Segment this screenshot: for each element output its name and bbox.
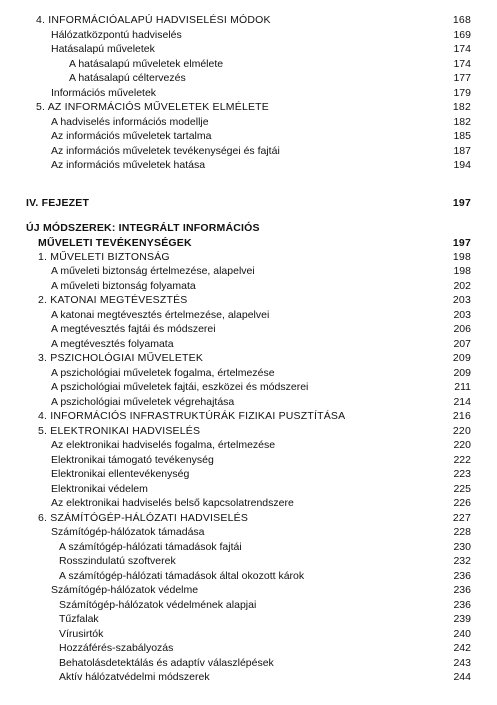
toc-entry-title: 4. INFORMÁCIÓALAPÚ HADVISELÉSI MÓDOK [36,14,271,26]
toc-entry [0,554,497,568]
toc-entry-page: 244 [453,671,471,683]
toc-entry-page: 236 [453,584,471,596]
toc-entry [0,322,497,336]
toc-entry [0,641,497,655]
toc-entry-title: A pszichológiai műveletek fogalma, értelmezése [51,367,275,379]
toc-entry-page: 226 [453,497,471,509]
toc-entry [0,337,497,351]
toc-entry [0,351,497,365]
toc-entry-title: Behatolásdetektálás és adaptív válaszlépések [59,657,274,669]
toc-entry-page: 232 [453,555,471,567]
toc-entry-title: A pszichológiai műveletek végrehajtása [51,396,235,408]
toc-entry [0,511,497,525]
chapter-title [0,221,497,235]
toc-entry [0,627,497,641]
toc-entry [0,28,497,42]
toc-entry [0,424,497,438]
toc-entry [0,453,497,467]
toc-entry-title: A pszichológiai műveletek fajtái, eszközei és módszerei [51,381,309,393]
toc-entry [0,438,497,452]
toc-entry-page: 236 [453,599,471,611]
toc-entry [0,467,497,481]
toc-entry-page: 182 [453,116,471,128]
toc-entry-title: Az információs műveletek hatása [51,159,206,171]
toc-entry-title: Az elektronikai hadviselés fogalma, értelmezése [51,439,276,451]
toc-entry-page: 239 [453,613,471,625]
toc-entry-title: A számítógép-hálózati támadások által okozott károk [59,570,305,582]
chapter-title [0,236,497,250]
toc-entry-title: Elektronikai védelem [51,483,148,495]
toc-entry [0,612,497,626]
toc-entry [0,42,497,56]
toc-entry-title: A műveleti biztonság értelmezése, alapelvei [51,265,255,277]
toc-entry-title: 6. SZÁMÍTÓGÉP-HÁLÓZATI HADVISELÉS [38,512,249,524]
toc-entry [0,250,497,264]
toc-entry-page: 174 [453,43,471,55]
toc-entry [0,308,497,322]
toc-entry [0,366,497,380]
toc-entry-page: 211 [454,381,471,393]
toc-entry-title: IV. FEJEZET [26,197,90,209]
toc-entry [0,129,497,143]
toc-entry [0,115,497,129]
toc-entry-page: 243 [453,657,471,669]
toc-entry-page: 202 [453,280,471,292]
toc-entry-title: A hadviselés információs modellje [51,116,209,128]
toc-entry-title: Hatásalapú műveletek [51,43,155,55]
chapter-heading [0,196,497,210]
toc-entry-title: A katonai megtévesztés értelmezése, alapelvei [51,309,270,321]
toc-entry-page: 236 [453,570,471,582]
toc-entry-page: 242 [453,642,471,654]
toc-entry-title: 3. PSZICHOLÓGIAI MŰVELETEK [38,352,204,364]
toc-entry [0,482,497,496]
toc-entry-page: 220 [452,425,471,437]
toc-entry-page: 225 [453,483,471,495]
toc-entry [0,380,497,394]
toc-entry [0,656,497,670]
toc-entry-page: 194 [453,159,471,171]
toc-entry [0,100,497,114]
toc-entry-title: 2. KATONAI MEGTÉVESZTÉS [38,294,188,306]
toc-entry [0,525,497,539]
toc-entry-title: A hatásalapú céltervezés [69,72,186,84]
toc-entry-page: 182 [452,101,471,113]
toc-entry [0,158,497,172]
toc-entry-page: 240 [453,628,471,640]
toc-entry-title: 5. ELEKTRONIKAI HADVISELÉS [38,425,201,437]
toc-entry-page: 220 [453,439,471,451]
toc-entry-title: MŰVELETI TEVÉKENYSÉGEK [38,237,192,249]
toc-entry-title: Vírusirtók [59,628,104,640]
toc-entry-page: 203 [452,294,471,306]
toc-entry-page: 209 [452,352,471,364]
toc-entry-title: Aktív hálózatvédelmi módszerek [59,671,210,683]
toc-entry-title: Hozzáférés-szabályozás [59,642,174,654]
toc-entry [0,144,497,158]
toc-entry-page: 222 [453,454,471,466]
toc-entry [0,264,497,278]
toc-entry-title: Az információs műveletek tevékenységei és fajtái [51,145,280,157]
toc-entry [0,569,497,583]
toc-entry-title: A számítógép-hálózati támadások fajtái [59,541,242,553]
toc-entry-page: 214 [453,396,471,408]
toc-entry-page: 174 [453,58,471,70]
toc-entry-title: A műveleti biztonság folyamata [51,280,196,292]
toc-entry-page: 168 [452,14,471,26]
toc-entry [0,409,497,423]
toc-entry-page: 206 [453,323,471,335]
toc-entry [0,293,497,307]
toc-entry-title: Számítógép-hálózatok védelme [51,584,199,596]
toc-entry-page: 230 [453,541,471,553]
toc-entry-title: 1. MŰVELETI BIZTONSÁG [38,251,170,263]
toc-entry-page: 197 [452,237,471,249]
toc-entry-page: 177 [453,72,471,84]
toc-entry-title: Rosszindulatú szoftverek [59,555,176,567]
toc-entry-title: Elektronikai támogató tevékenység [51,454,214,466]
toc-entry-title: A megtévesztés fajtái és módszerei [51,323,216,335]
toc-entry-page: 198 [453,265,471,277]
toc-entry-page: 179 [453,87,471,99]
toc-entry [0,496,497,510]
toc-entry-title: Hálózatközpontú hadviselés [51,29,182,41]
toc-entry-page: 203 [453,309,471,321]
toc-entry-page: 209 [453,367,471,379]
toc-entry [0,598,497,612]
toc-entry-title: Tűzfalak [59,613,99,625]
toc-entry-title: Számítógép-hálózatok védelmének alapjai [59,599,257,611]
toc-entry [0,279,497,293]
toc-entry-page: 223 [453,468,471,480]
toc-entry-page: 228 [453,526,471,538]
toc-entry-page: 227 [452,512,471,524]
toc-entry-page: 198 [452,251,471,263]
toc-entry-page: 169 [453,29,471,41]
toc-entry-title: Számítógép-hálózatok támadása [51,526,205,538]
toc-entry-title: Az információs műveletek tartalma [51,130,212,142]
toc-entry-title: Információs műveletek [51,87,157,99]
toc-entry-title: ÚJ MÓDSZEREK: INTEGRÁLT INFORMÁCIÓS [26,222,260,234]
toc-entry [0,670,497,684]
toc-entry-page: 207 [453,338,471,350]
toc-entry-title: Az elektronikai hadviselés belső kapcsolatrendszere [51,497,294,509]
toc-entry [0,57,497,71]
toc-entry-title: Elektronikai ellentevékenység [51,468,190,480]
toc-entry-page: 185 [453,130,471,142]
toc-entry [0,583,497,597]
toc-entry-title: 4. INFORMÁCIÓS INFRASTRUKTÚRÁK FIZIKAI PUSZTÍTÁSA [38,410,346,422]
toc-entry-page: 187 [453,145,471,157]
toc-entry-page: 197 [452,197,471,209]
toc-entry-title: A megtévesztés folyamata [51,338,174,350]
toc-entry [0,86,497,100]
toc-entry-title: A hatásalapú műveletek elmélete [69,58,224,70]
toc-entry [0,540,497,554]
toc-entry-page: 216 [452,410,471,422]
toc-entry [0,13,497,27]
toc-entry-title: 5. AZ INFORMÁCIÓS MŰVELETEK ELMÉLETE [36,101,270,113]
toc-entry [0,71,497,85]
toc-entry [0,395,497,409]
